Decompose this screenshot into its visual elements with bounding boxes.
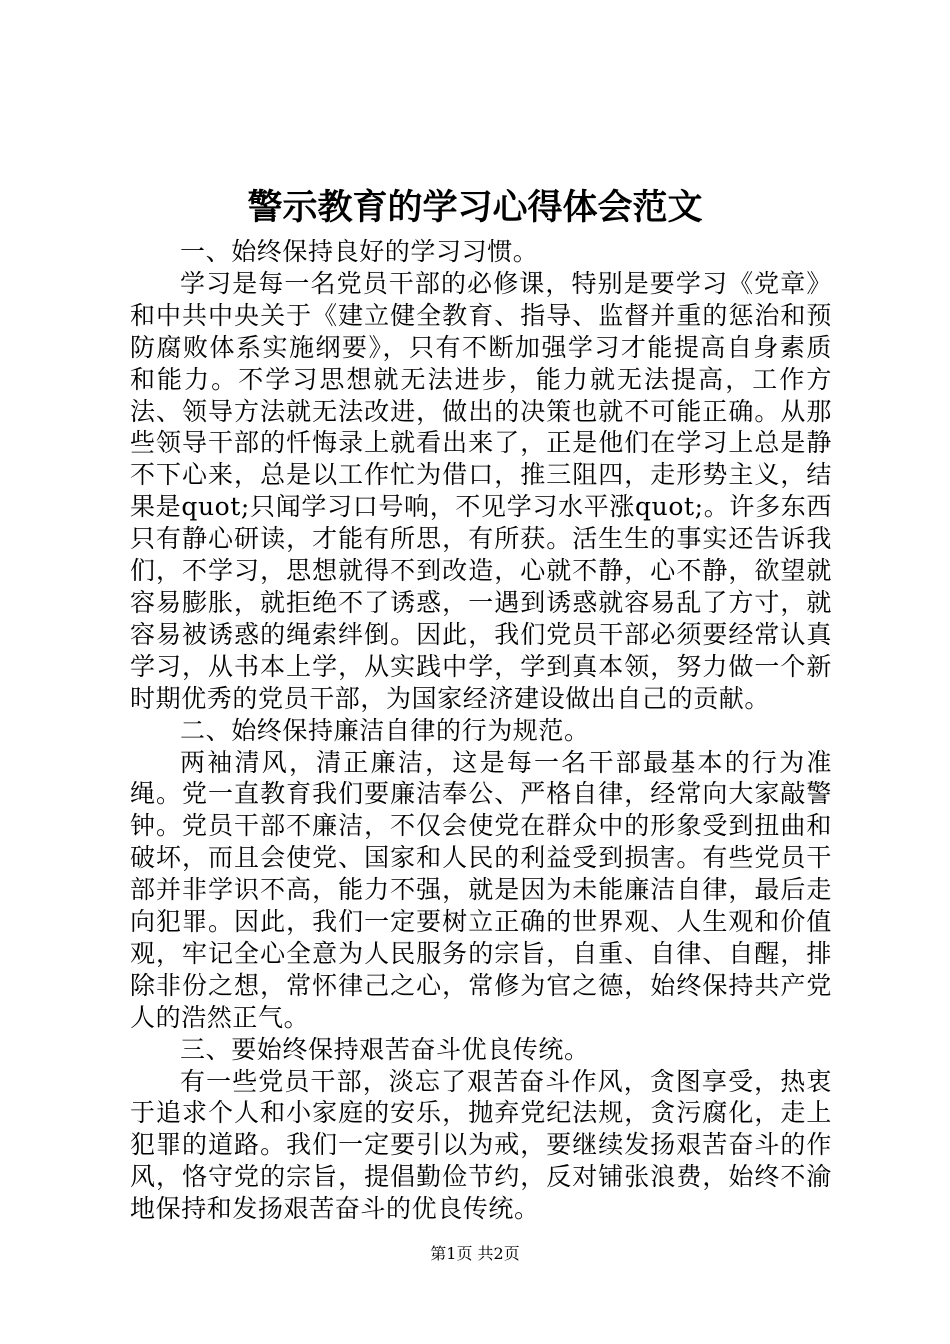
- document-title: 警示教育的学习心得体会范文: [247, 187, 703, 228]
- document-body: [130, 236, 832, 1225]
- section-heading-2: 二、始终保持廉洁自律的行为规范。: [180, 715, 590, 745]
- paragraph-3: 有一些党员干部，淡忘了艰苦奋斗作风，贪图享受，热衷于追求个人和小家庭的安乐，抛弃党纪法规，贪污腐化，走上犯罪的道路。我们一定要引以为戒，要继续发扬艰苦奋斗的作风，恪守党的宗旨，提倡勤俭节约，反对铺张浪费，始终不渝地保持和发扬艰苦奋斗的优良传统。: [130, 1066, 832, 1224]
- page-number-footer: 第1页 共2页: [430, 1244, 520, 1263]
- paragraph-2: 两袖清风，清正廉洁，这是每一名干部最基本的行为准绳。党一直教育我们要廉洁奉公、严格自律，经常向大家敲警钟。党员干部不廉洁，不仅会使党在群众中的形象受到扭曲和破坏，而且会使党、国家和人民的利益受到损害。有些党员干部并非学识不高，能力不强，就是因为未能廉洁自律，最后走向犯罪。因此，我们一定要树立正确的世界观、人生观和价值观，牢记全心全意为人民服务的宗旨，自重、自律、自醒，排除非份之想，常怀律己之心，常修为官之德，始终保持共产党人的浩然正气。: [130, 747, 832, 1032]
- section-heading-1: 一、始终保持良好的学习习惯。: [180, 237, 539, 266]
- section-heading-3: 三、要始终保持艰苦奋斗优良传统。: [180, 1034, 590, 1064]
- paragraph-1: 学习是每一名党员干部的必修课，特别是要学习《党章》和中共中央关于《建立健全教育、指导、监督并重的惩治和预防腐败体系实施纲要》，只有不断加强学习才能提高自身素质和能力。不学习思想就无法进步，能力就无法提高，工作方法、领导方法就无法改进，做出的决策也就不可能正确。从那些领导干部的忏悔录上就看出来了，正是他们在学习上总是静不下心来，总是以工作忙为借口，推三阻四，走形势主义，结果是quot;只闻学习口号响，不见学习水平涨quot;。许多东西只有静心研读，才能有所思，有所获。活生生的事实还告诉我们，不学习，思想就得不到改造，心就不静，心不静，欲望就容易膨胀，就拒绝不了诱惑，一遇到诱惑就容易乱了方寸，就容易被诱惑的绳索绊倒。因此，我们党员干部必须要经常认真学习，从书本上学，从实践中学，学到真本领，努力做一个新时期优秀的党员干部，为国家经济建设做出自己的贡献。: [130, 268, 832, 713]
